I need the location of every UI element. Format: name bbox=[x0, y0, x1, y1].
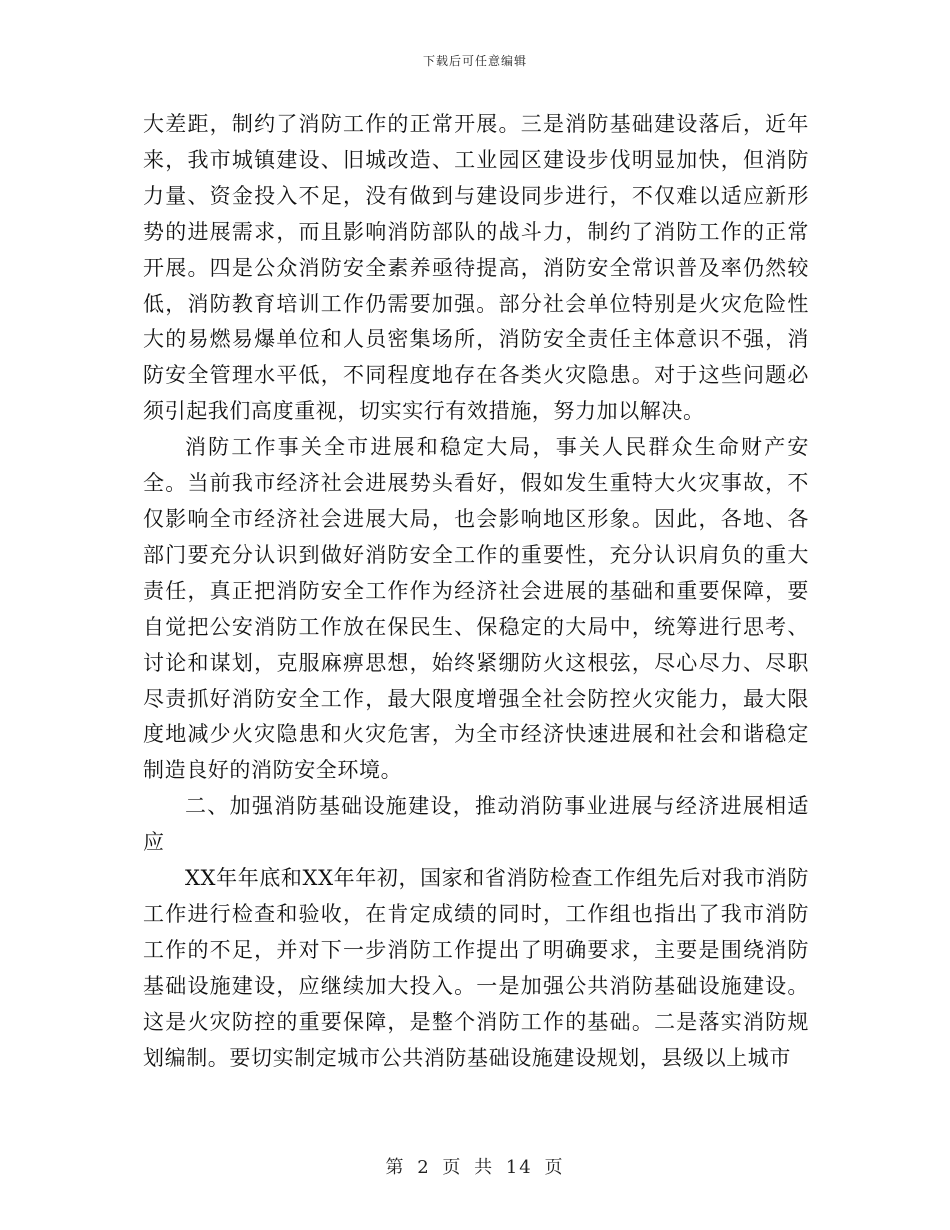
page-header: 下载后可任意编辑 bbox=[422, 54, 527, 68]
paragraph-2: 消防工作事关全市进展和稳定大局，事关人民群众生命财产安全。当前我市经济社会进展势头看好，假如发生重特大火灾事故，不仅影响全市经济社会进展大局，也会影响地区形象。因此，各地、各部门要充分认识到做好消防安全工作的重要性，充分认识肩负的重大责任，真正把消防安全工作作为经济社会进展的基础和重要保障，要自觉把公安消防工作放在保民生、保稳定的大局中，统筹进行思考、讨论和谋划，克服麻痹思想，始终紧绷防火这根弦，尽心尽力、尽职尽责抓好消防安全工作，最大限度增强全社会防控火灾能力，最大限度地减少火灾隐患和火灾危害，为全市经济快速进展和社会和谐稳定制造良好的消防安全环境。 bbox=[143, 435, 809, 783]
document-body bbox=[143, 107, 809, 1076]
page-footer: 第 2 页 共 14 页 bbox=[385, 1157, 565, 1178]
section-heading: 二、加强消防基础设施建设，推动消防事业进展与经济进展相适应 bbox=[143, 794, 809, 855]
paragraph-3: XX年年底和XX年年初，国家和省消防检查工作组先后对我市消防工作进行检查和验收，在肯定成绩的同时，工作组也指出了我市消防工作的不足，并对下一步消防工作提出了明确要求，主要是围绕消防基础设施建设，应继续加大投入。一是加强公共消防基础设施建设。这是火灾防控的重要保障，是整个消防工作的基础。二是落实消防规划编制。要切实制定城市公共消防基础设施建设规划，县级以上城市 bbox=[143, 866, 809, 1070]
paragraph-1: 大差距，制约了消防工作的正常开展。三是消防基础建设落后，近年来，我市城镇建设、旧城改造、工业园区建设步伐明显加快，但消防力量、资金投入不足，没有做到与建设同步进行，不仅难以适应新形势的进展需求，而且影响消防部队的战斗力，制约了消防工作的正常开展。四是公众消防安全素养亟待提高，消防安全常识普及率仍然较低，消防教育培训工作仍需要加强。部分社会单位特别是火灾危险性大的易燃易爆单位和人员密集场所，消防安全责任主体意识不强，消防安全管理水平低，不同程度地存在各类火灾隐患。对于这些问题必须引起我们高度重视，切实实行有效措施，努力加以解决。 bbox=[143, 112, 809, 424]
